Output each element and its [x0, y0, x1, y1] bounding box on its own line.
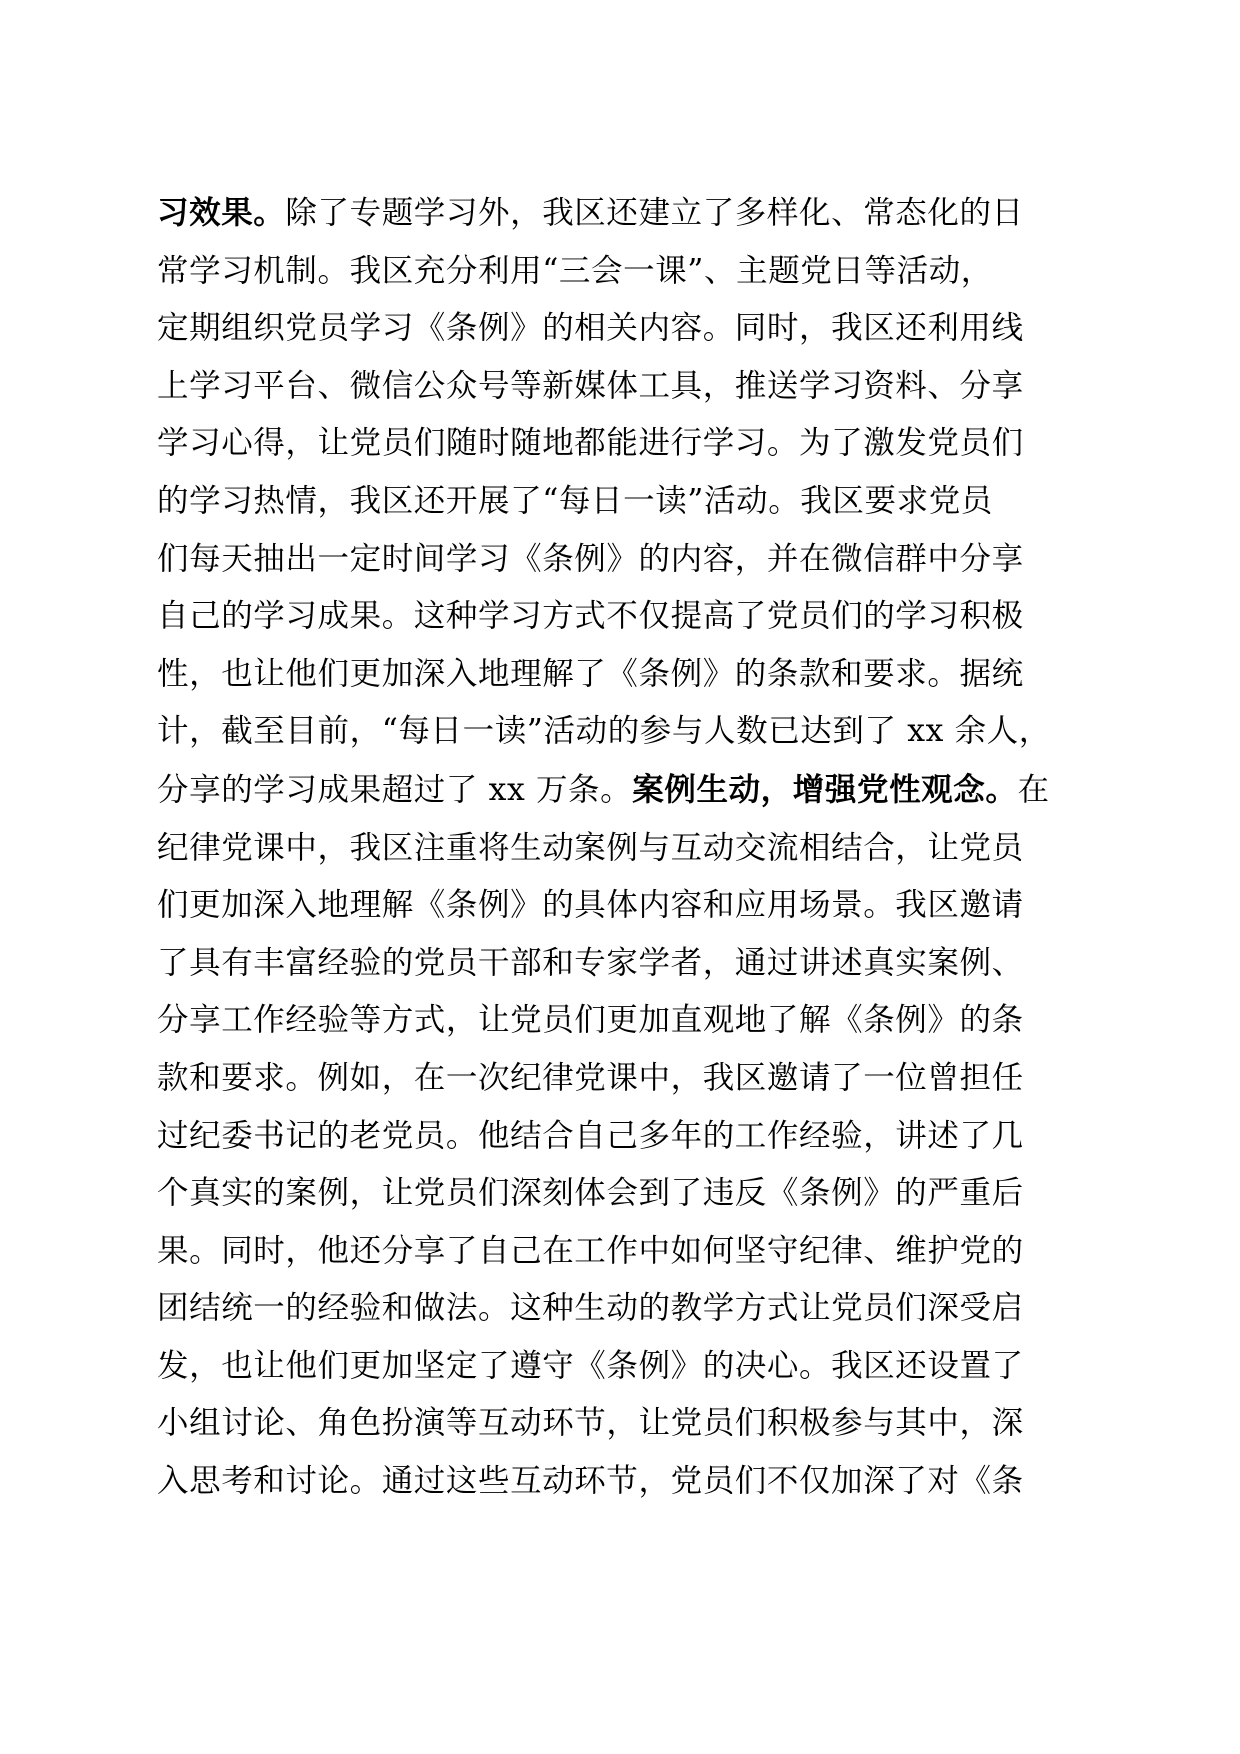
body-text-segment: 在 [1017, 771, 1050, 808]
text-line [157, 1338, 1117, 1396]
body-text-segment: 除了专题学习外，我区还建立了多样化、常态化的日 [285, 195, 1024, 231]
text-line [157, 1165, 1117, 1223]
text-line [157, 1453, 1117, 1511]
body-text-segment: 过纪委书记的老党员。他结合自己多年的工作经验，讲述了几 [157, 1117, 1024, 1154]
text-line [157, 1280, 1117, 1338]
body-text-segment: 分享的学习成果超过了 xx 万条。 [157, 771, 633, 808]
body-text-segment: 性，也让他们更加深入地理解了《条例》的条款和要求。据统 [157, 655, 1024, 692]
body-text-segment: 发，也让他们更加坚定了遵守《条例》的决心。我区还设置了 [157, 1347, 1024, 1384]
text-line [157, 473, 1117, 531]
bold-heading-text: 习效果。 [157, 194, 286, 231]
text-line [157, 877, 1117, 935]
text-line [157, 761, 1117, 820]
body-text-segment: 定期组织党员学习《条例》的相关内容。同时，我区还利用线 [157, 310, 1024, 347]
body-text-segment: 入思考和讨论。通过这些互动环节，党员们不仅加深了对《条 [157, 1463, 1024, 1500]
text-line [157, 703, 1117, 761]
body-text-segment: 团结统一的经验和做法。这种生动的教学方式让党员们深受启 [157, 1290, 1024, 1327]
text-line [157, 243, 1117, 301]
text-line [157, 588, 1117, 646]
body-text-segment: 了具有丰富经验的党员干部和专家学者，通过讲述真实案例、 [157, 944, 1024, 981]
text-line [157, 935, 1117, 993]
text-line [157, 820, 1117, 878]
text-line [157, 531, 1117, 589]
body-text-segment: 们每天抽出一定时间学习《条例》的内容，并在微信群中分享 [157, 540, 1024, 577]
body-text-segment: 上学习平台、微信公众号等新媒体工具，推送学习资料、分享 [157, 367, 1024, 404]
body-text-segment: 常学习机制。我区充分利用“三会一课”、主题党日等活动， [157, 252, 993, 289]
body-text-segment: 们更加深入地理解《条例》的具体内容和应用场景。我区邀请 [157, 887, 1024, 924]
body-text-segment: 的学习热情，我区还开展了“每日一读”活动。我区要求党员 [157, 482, 993, 519]
text-line [157, 1108, 1117, 1166]
body-text-segment: 小组讨论、角色扮演等互动环节，让党员们积极参与其中，深 [157, 1405, 1024, 1442]
bold-heading-text: 案例生动，增强党性观念。 [632, 770, 1018, 808]
body-text-segment: 学习心得，让党员们随时随地都能进行学习。为了激发党员们 [157, 425, 1024, 462]
body-text-segment: 分享工作经验等方式，让党员们更加直观地了解《条例》的条 [157, 1002, 1024, 1039]
text-line [157, 358, 1117, 416]
text-line [157, 1223, 1117, 1281]
body-paragraph [157, 184, 1117, 1511]
body-text-segment: 款和要求。例如，在一次纪律党课中，我区邀请了一位曾担任 [157, 1059, 1024, 1096]
text-line [157, 415, 1117, 473]
text-line [157, 1395, 1117, 1453]
text-line [157, 646, 1117, 704]
text-line [157, 1050, 1117, 1108]
body-text-segment: 计，截至目前，“每日一读”活动的参与人数已达到了 xx 余人， [157, 713, 1051, 750]
text-line [157, 300, 1117, 358]
text-line [157, 992, 1117, 1050]
body-text-segment: 自己的学习成果。这种学习方式不仅提高了党员们的学习积极 [157, 598, 1024, 635]
body-text-segment: 纪律党课中，我区注重将生动案例与互动交流相结合，让党员 [157, 829, 1024, 866]
body-text-segment: 个真实的案例，让党员们深刻体会到了违反《条例》的严重后 [157, 1175, 1024, 1212]
text-line [157, 184, 1117, 243]
body-text-segment: 果。同时，他还分享了自己在工作中如何坚守纪律、维护党的 [157, 1232, 1024, 1269]
